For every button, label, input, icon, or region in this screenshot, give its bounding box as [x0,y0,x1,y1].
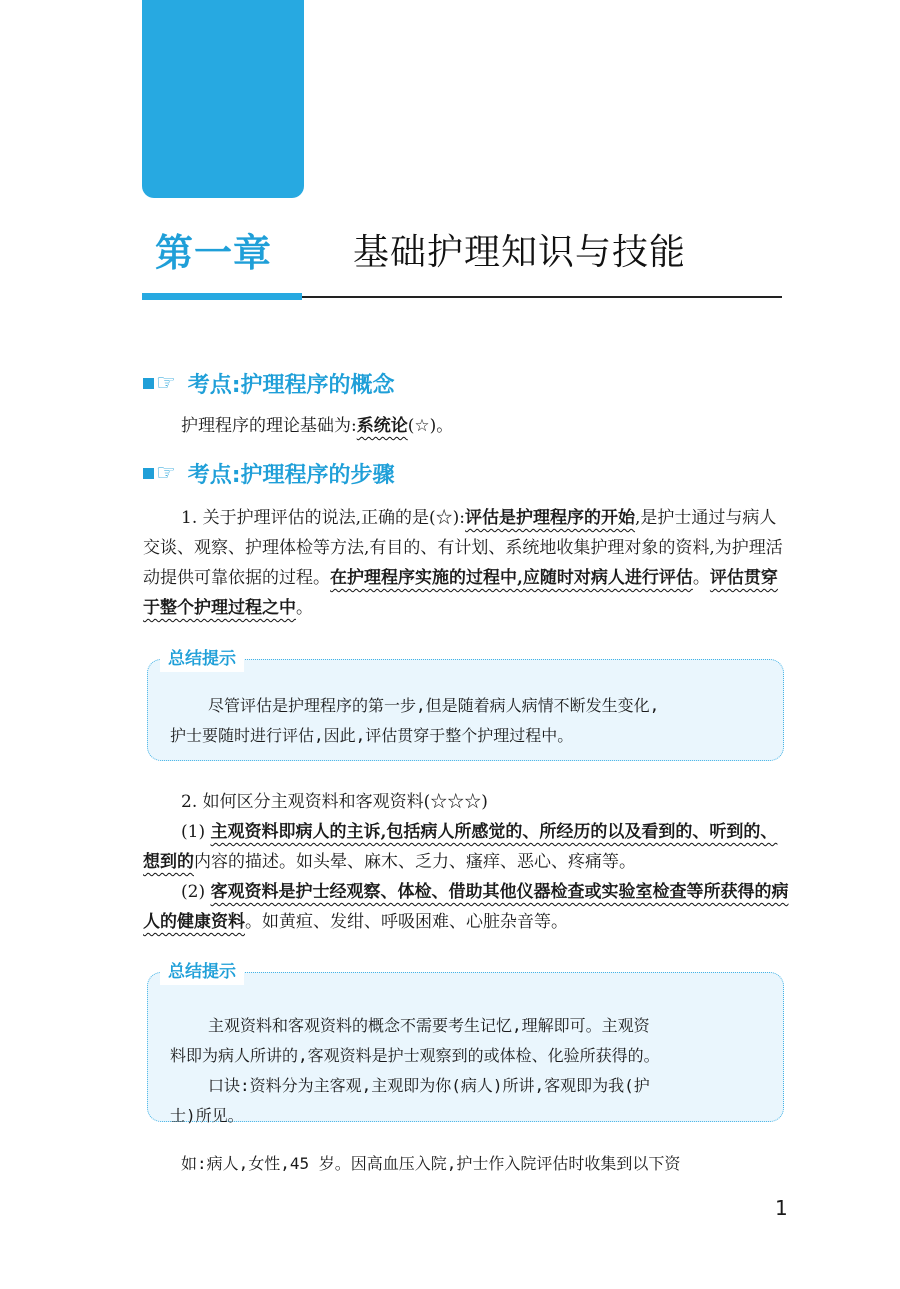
pointing-hand-icon: ☞ [156,460,176,486]
question-1: 1. 关于护理评估的说法,正确的是(☆):评估是护理程序的开始,是护士通过与病人交谈、观察、护理体检等方法,有目的、有计划、系统地收集护理对象的资料,为护理活动提供可靠依据的过程。在护理程序实施的过程中,应随时对病人进行评估。评估贯穿于整个护理过程之中。 [143,508,783,618]
key-point-heading-1 [143,367,395,399]
subjective-data-item: (1) 主观资料即病人的主诉,包括病人所感觉的、所经历的以及看到的、听到的、想到的内容的描述。如头晕、麻木、乏力、瘙痒、恶心、疼痛等。 [143,822,778,872]
key-point-title: 考点:护理程序的概念 [187,372,395,398]
summary-label: 总结提示 [160,646,244,672]
square-bullet-icon [143,378,154,389]
chapter-rule [302,296,782,298]
chapter-tab [142,0,304,198]
pointing-hand-icon: ☞ [156,370,176,396]
key-point-heading-2 [143,457,395,489]
chapter-rule-accent [142,293,302,300]
chapter-title: 基础护理知识与技能 [353,232,687,273]
page-number: 1 [775,1196,788,1220]
square-bullet-icon [143,468,154,479]
objective-data-item: (2) 客观资料是护士经观察、体检、借助其他仪器检查或实验室检查等所获得的病人的健康资料。如黄疸、发绀、呼吸困难、心脏杂音等。 [143,882,789,932]
summary-text-1: 尽管评估是护理程序的第一步,但是随着病人病情不断发生变化, 护士要随时进行评估,因此,评估贯穿于整个护理过程中。 [170,696,660,745]
paragraph-theory: 护理程序的理论基础为:系统论(☆)。 [181,416,454,436]
summary-text-2: 主观资料和客观资料的概念不需要考生记忆,理解即可。主观资 料即为病人所讲的,客观资料是护士观察到的或体检、化验所获得的。 口诀:资料分为主客观,主观即为你(病人)所讲,客观即为我(护 士)所见。 [170,1016,660,1125]
question-2: 2. 如何区分主观资料和客观资料(☆☆☆) [181,792,488,812]
key-term: 系统论 [356,416,408,436]
example-paragraph: 如:病人,女性,45 岁。因高血压入院,护士作入院评估时收集到以下资 [181,1154,681,1173]
chapter-number: 第一章 [155,231,273,275]
key-point-title: 考点:护理程序的步骤 [187,462,395,488]
summary-label: 总结提示 [160,959,244,985]
